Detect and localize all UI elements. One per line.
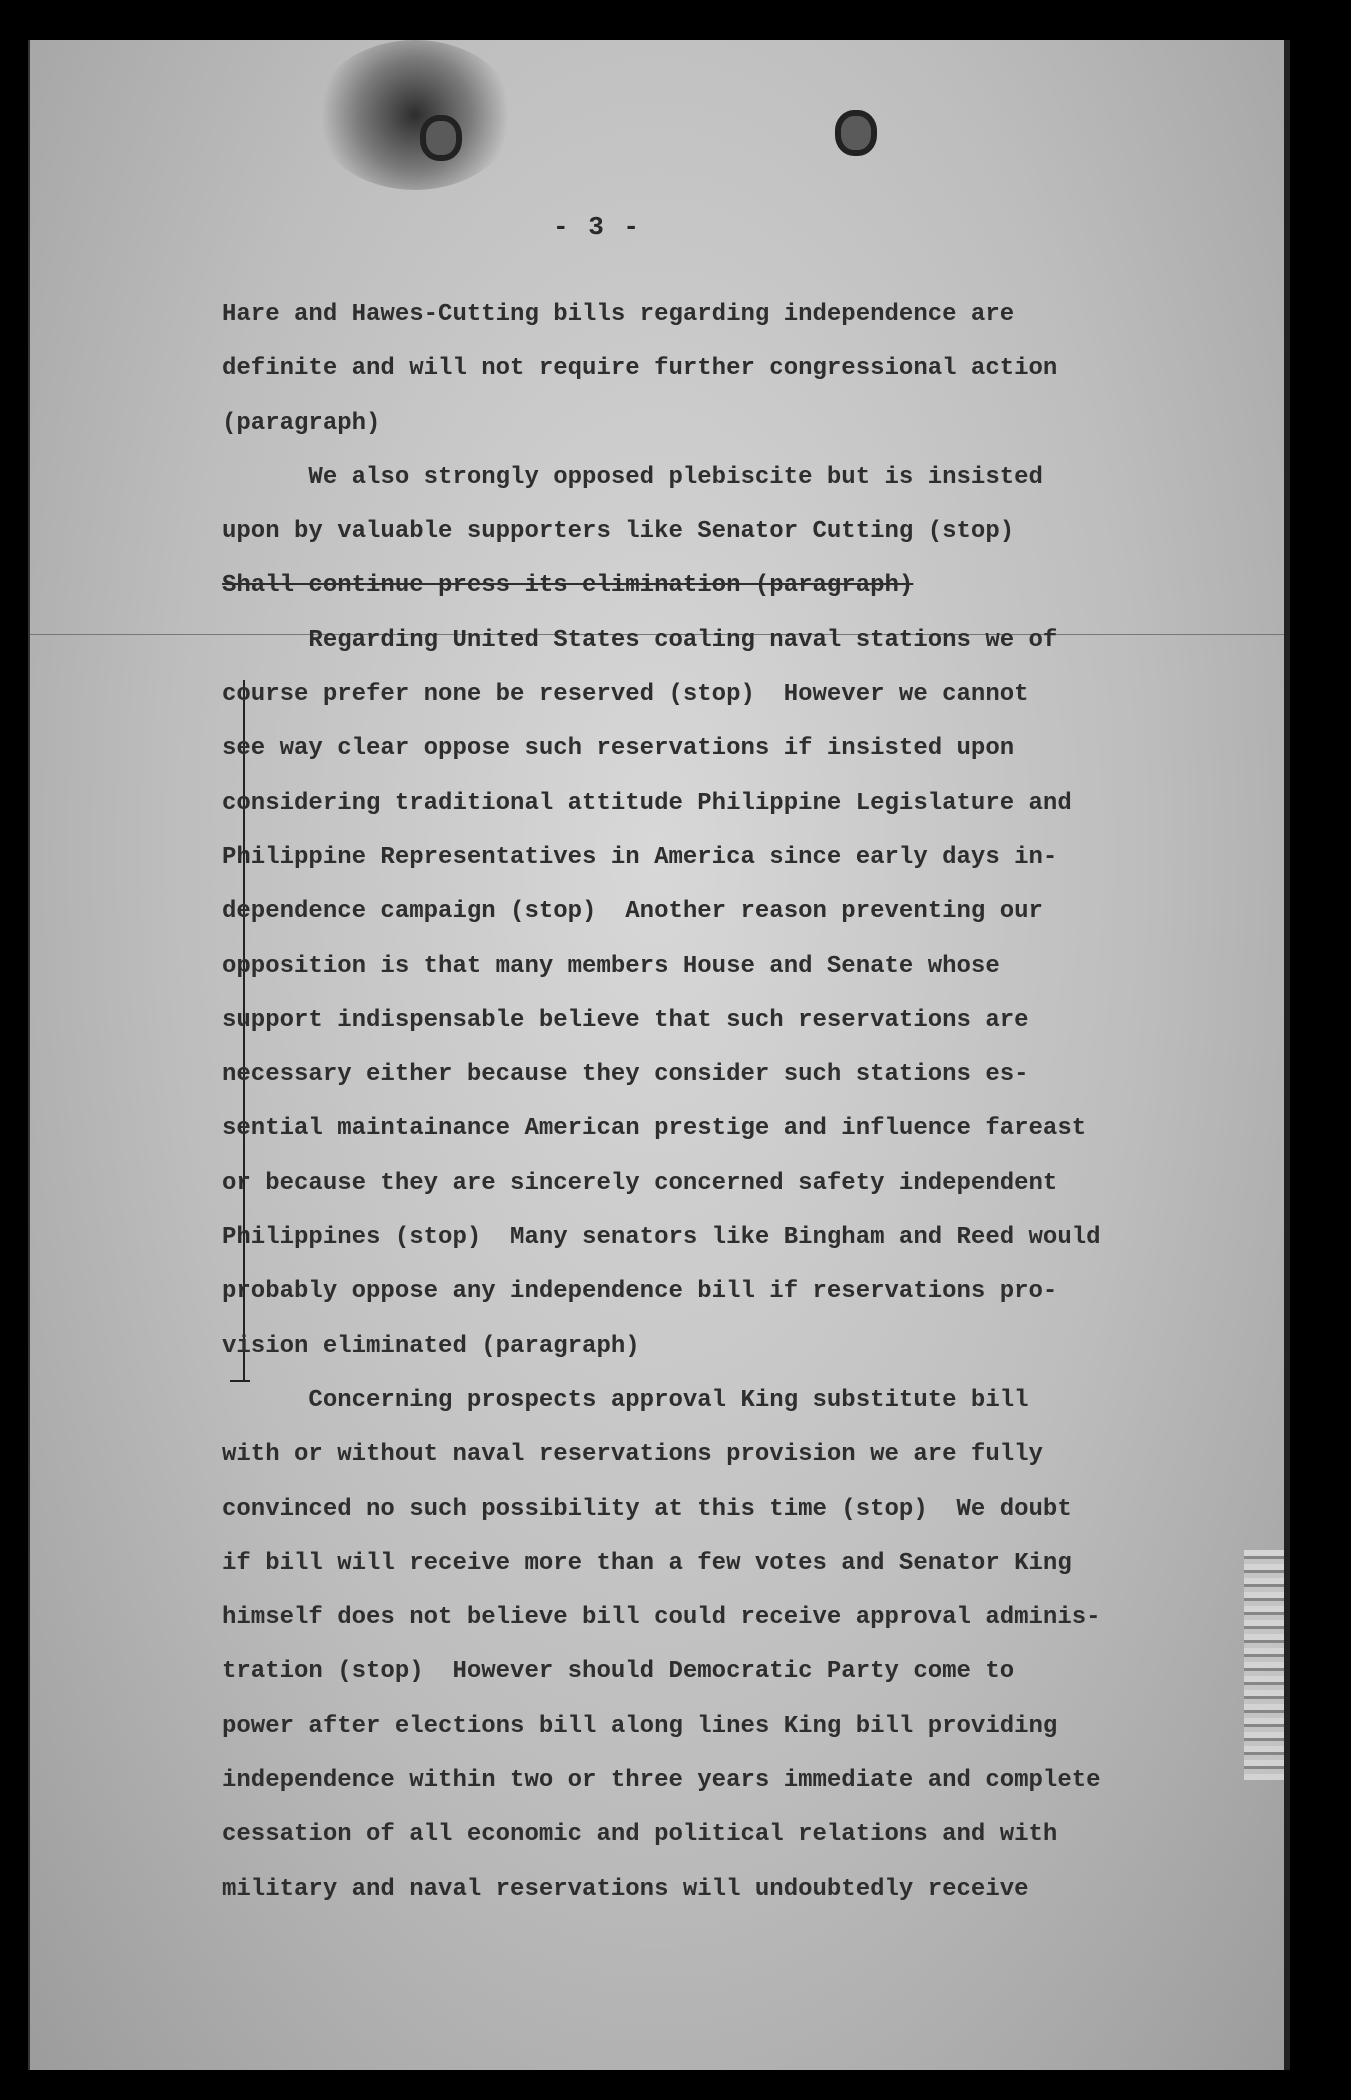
text-line: Philippine Representatives in America since early days in- (222, 843, 1058, 871)
paragraph-4 (222, 1374, 1222, 1917)
text-line: Shall continue press its elimination (paragraph) (222, 572, 914, 600)
text-line: vision eliminated (paragraph) (222, 1332, 640, 1360)
text-line: cessation of all economic and political relations and with (222, 1821, 1058, 1849)
text-line: tration (stop) However should Democratic Party come to (222, 1658, 1015, 1686)
text-line: (paragraph) (222, 409, 381, 437)
text-line: see way clear oppose such reservations if insisted upon (222, 735, 1015, 763)
text-line: Philippines (stop) Many senators like Bingham and Reed would (222, 1224, 1101, 1252)
text-line: convinced no such possibility at this time (stop) We doubt (222, 1495, 1072, 1523)
paragraph-3 (222, 614, 1222, 1374)
paragraph-1 (222, 288, 1222, 451)
text-line: sential maintainance American prestige and influence fareast (222, 1115, 1087, 1143)
text-line: Hare and Hawes-Cutting bills regarding independence are (222, 301, 1015, 328)
text-line: upon by valuable supporters like Senator Cutting (stop) (222, 518, 1015, 546)
text-line: military and naval reservations will undoubtedly receive (222, 1875, 1029, 1903)
scan-border-bottom (0, 2070, 1351, 2100)
punch-hole-right (835, 110, 877, 156)
text-line: or because they are sincerely concerned safety independent (222, 1169, 1058, 1197)
punch-hole-left (420, 115, 462, 161)
text-line: independence within two or three years immediate and complete (222, 1767, 1101, 1795)
paragraph-2 (222, 451, 1222, 614)
text-line: necessary either because they consider such stations es- (222, 1061, 1029, 1089)
text-line: opposition is that many members House and Senate whose (222, 952, 1000, 980)
page-number: - 3 - (552, 212, 641, 242)
text-line: himself does not believe bill could receive approval adminis- (222, 1604, 1101, 1632)
text-line: definite and will not require further congressional action (222, 355, 1058, 383)
text-line: Concerning prospects approval King substitute bill (222, 1386, 1029, 1414)
text-line: probably oppose any independence bill if reservations pro- (222, 1278, 1058, 1306)
text-line: power after elections bill along lines King bill providing (222, 1712, 1058, 1740)
text-line: with or without naval reservations provision we are fully (222, 1441, 1043, 1469)
text-line: dependence campaign (stop) Another reason preventing our (222, 898, 1043, 926)
text-line: support indispensable believe that such reservations are (222, 1006, 1029, 1034)
torn-edge (1244, 1550, 1284, 1780)
text-line: considering traditional attitude Philippine Legislature and (222, 789, 1072, 817)
text-line: if bill will receive more than a few votes and Senator King (222, 1549, 1072, 1577)
text-line: We also strongly opposed plebiscite but is insisted (222, 463, 1043, 491)
ink-smudge (315, 40, 515, 190)
text-line: Regarding United States coaling naval stations we of (222, 626, 1058, 654)
text-line: course prefer none be reserved (stop) However we cannot (222, 681, 1029, 709)
document-body (222, 288, 1222, 1917)
